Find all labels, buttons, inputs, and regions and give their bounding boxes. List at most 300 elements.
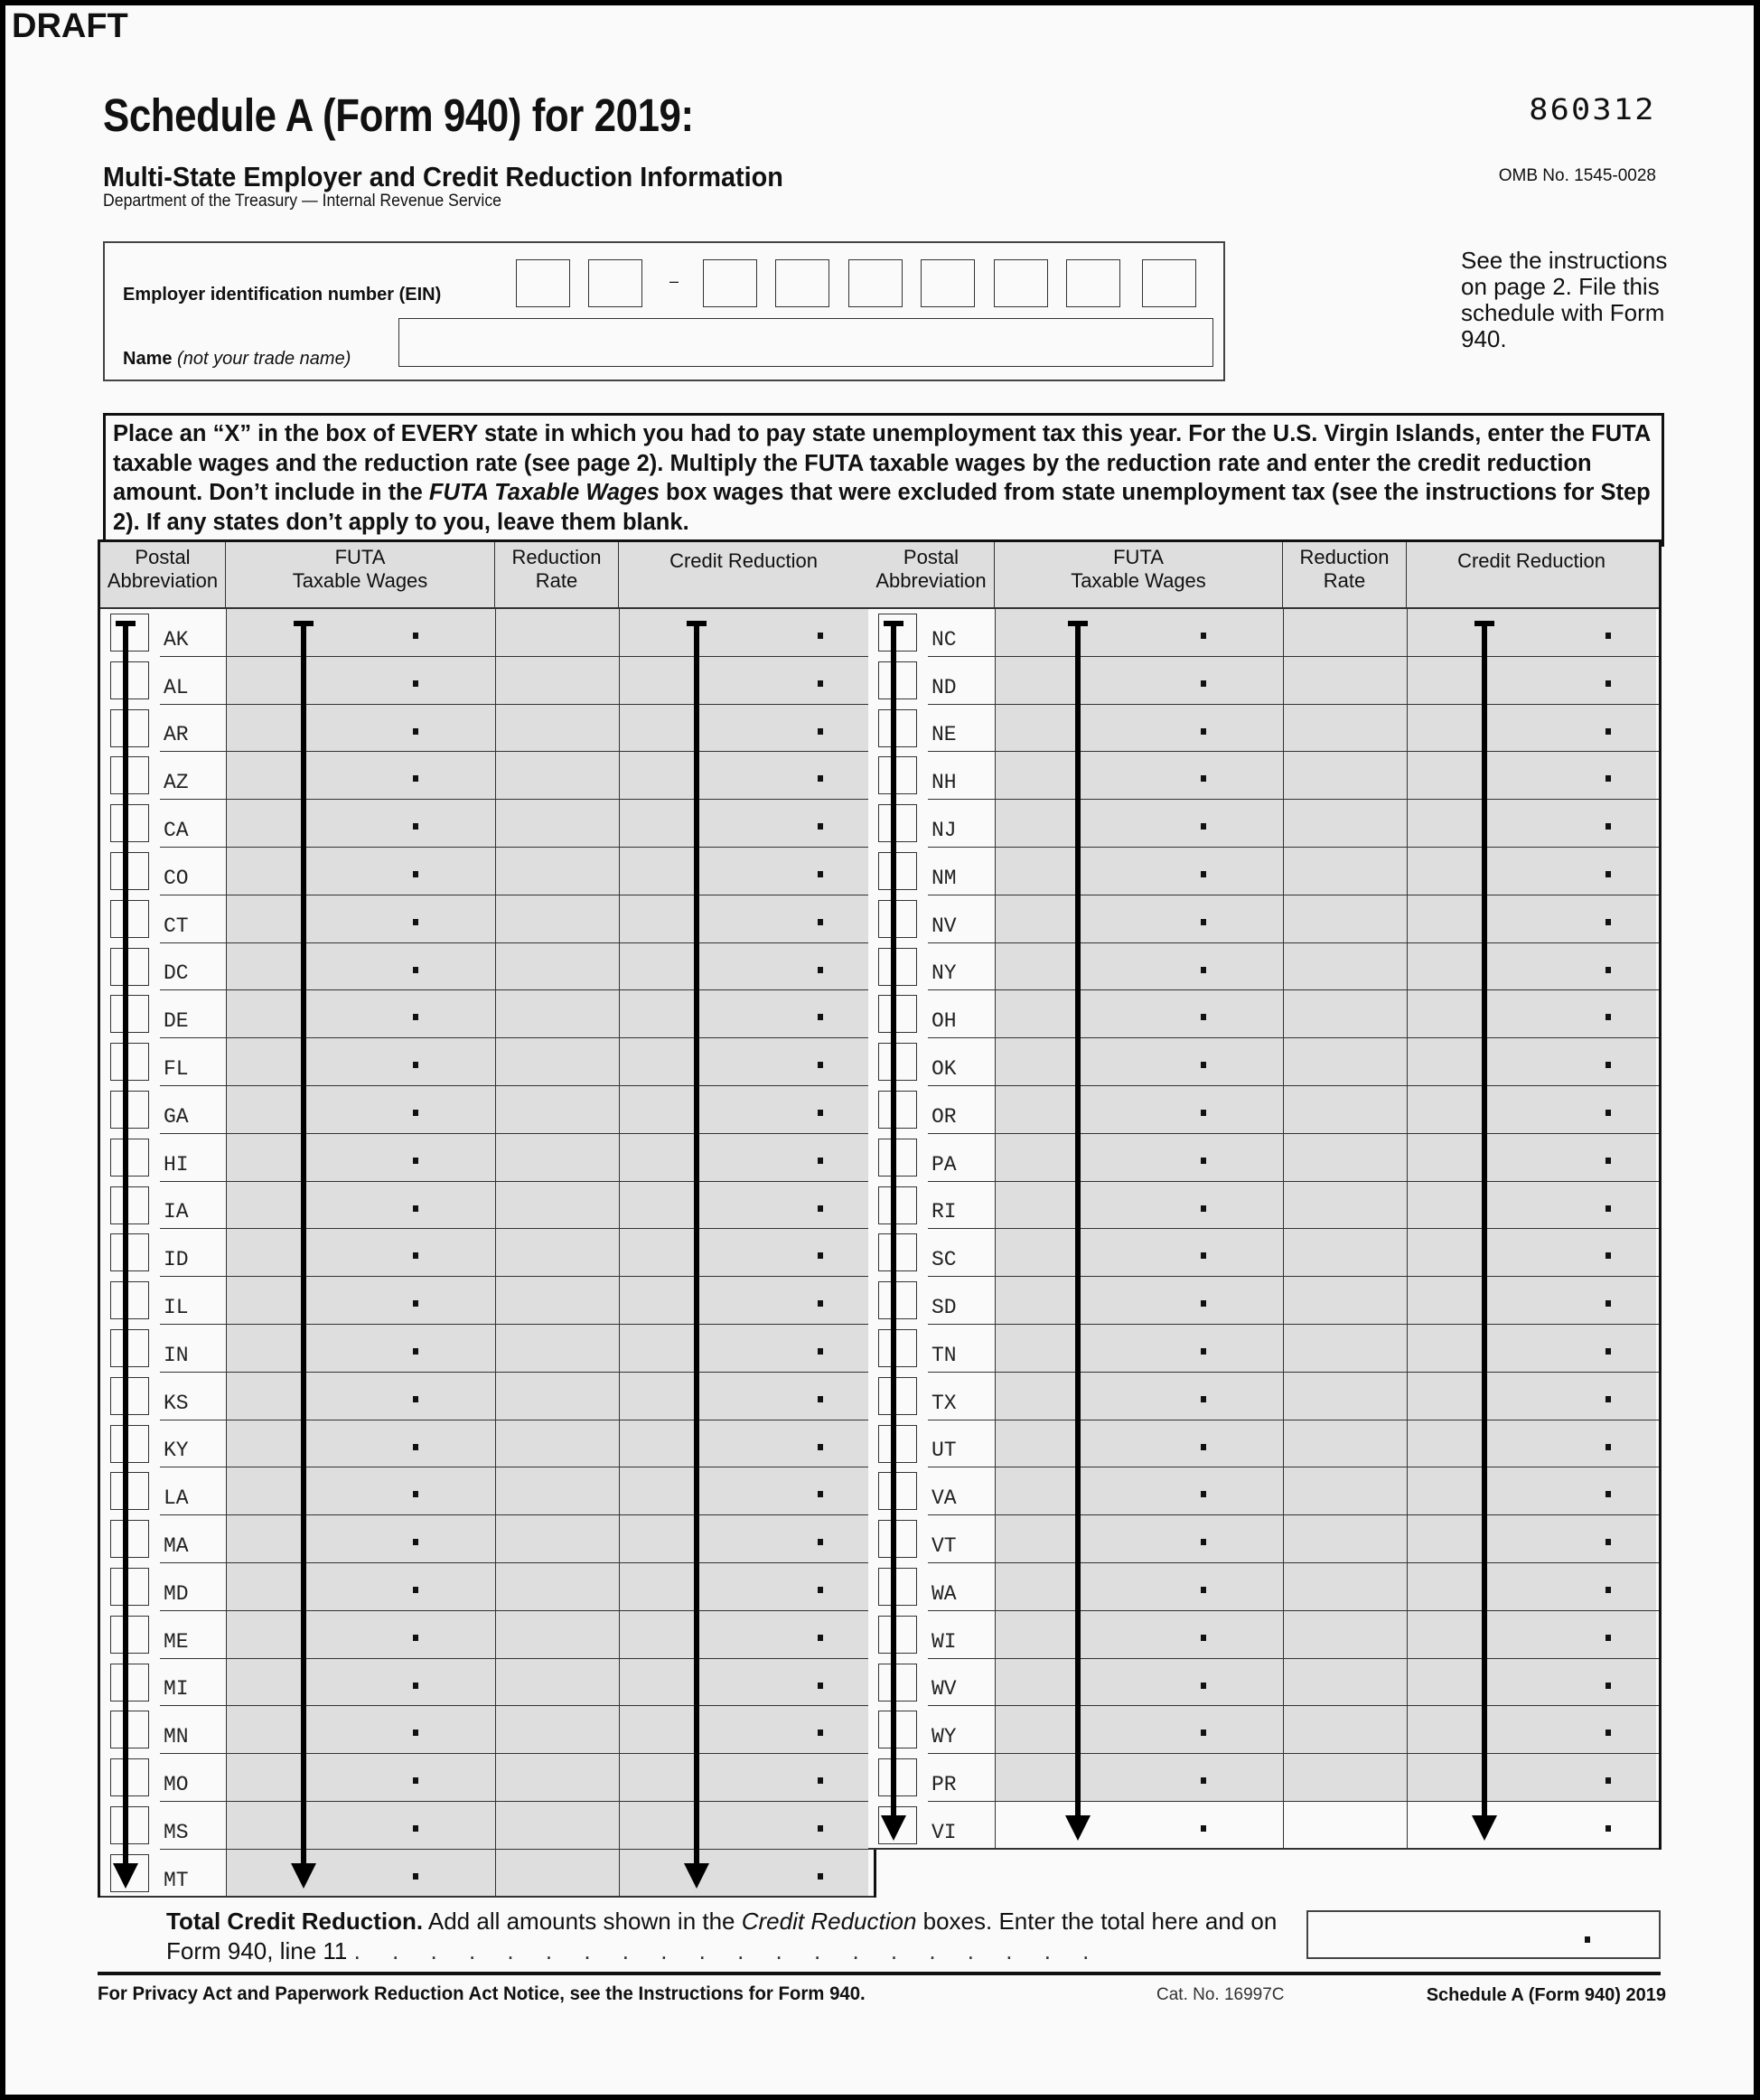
reduction-rate-input[interactable] — [495, 1611, 619, 1659]
state-checkbox[interactable] — [110, 995, 149, 1033]
state-checkbox[interactable] — [110, 1329, 149, 1367]
futa-wages-input[interactable] — [995, 1038, 1283, 1086]
state-checkbox[interactable] — [110, 1091, 149, 1129]
credit-reduction-input[interactable] — [1407, 1086, 1656, 1134]
credit-reduction-input[interactable] — [1407, 1515, 1656, 1563]
ein-digit-4[interactable] — [775, 259, 829, 307]
reduction-rate-input[interactable] — [495, 1134, 619, 1182]
table-row — [100, 848, 874, 895]
credit-reduction-input[interactable] — [619, 1420, 868, 1468]
state-checkbox[interactable] — [878, 852, 917, 890]
decimal-point — [1201, 633, 1206, 639]
credit-reduction-input[interactable] — [1407, 1563, 1656, 1611]
down-arrow-icon — [291, 1863, 316, 1889]
table-row — [100, 895, 874, 943]
decimal-point — [818, 1635, 823, 1641]
table-row — [100, 1229, 874, 1277]
credit-reduction-input[interactable] — [619, 1086, 868, 1134]
state-abbreviation: UT — [931, 1439, 957, 1463]
credit-reduction-input[interactable] — [619, 1229, 868, 1277]
state-checkbox[interactable] — [110, 948, 149, 986]
state-checkbox[interactable] — [110, 1616, 149, 1654]
privacy-notice: For Privacy Act and Paperwork Reduction Act Notice, see the Instructions for Form 940. — [98, 1983, 866, 2004]
table-row — [100, 1182, 874, 1230]
reduction-rate-input[interactable] — [495, 1754, 619, 1802]
state-checkbox[interactable] — [110, 900, 149, 938]
state-checkbox[interactable] — [878, 1139, 917, 1177]
reduction-rate-input[interactable] — [1283, 657, 1407, 705]
reduction-rate-input[interactable] — [495, 895, 619, 943]
futa-wages-input[interactable] — [995, 1515, 1283, 1563]
ein-digit-6[interactable] — [921, 259, 975, 307]
state-checkbox[interactable] — [110, 1043, 149, 1081]
reduction-rate-input[interactable] — [495, 1182, 619, 1230]
futa-wages-input[interactable] — [226, 1659, 495, 1707]
postal-cell — [100, 1325, 226, 1373]
futa-wages-input[interactable] — [226, 1182, 495, 1230]
state-checkbox[interactable] — [110, 1233, 149, 1271]
reduction-rate-input[interactable] — [1283, 1229, 1407, 1277]
reduction-rate-input[interactable] — [1283, 1420, 1407, 1468]
credit-reduction-input[interactable] — [619, 1754, 868, 1802]
futa-wages-input[interactable] — [995, 1134, 1283, 1182]
credit-reduction-input[interactable] — [1407, 848, 1656, 895]
futa-wages-input[interactable] — [226, 1850, 495, 1898]
tab-order-t-icon — [294, 621, 314, 626]
state-checkbox[interactable] — [878, 1425, 917, 1463]
reduction-rate-input[interactable] — [1283, 1659, 1407, 1707]
reduction-rate-input[interactable] — [495, 609, 619, 657]
credit-reduction-input[interactable] — [1407, 1373, 1656, 1420]
decimal-point — [818, 1110, 823, 1116]
reduction-rate-input[interactable] — [495, 1706, 619, 1754]
reduction-rate-input[interactable] — [495, 990, 619, 1038]
decimal-point — [1201, 1635, 1206, 1641]
decimal-point — [1606, 680, 1611, 687]
decimal-point — [1606, 1635, 1611, 1641]
credit-reduction-input[interactable] — [619, 1706, 868, 1754]
futa-wages-input[interactable] — [226, 1467, 495, 1515]
total-text-1: Add all amounts shown in the — [423, 1908, 742, 1935]
reduction-rate-input[interactable] — [495, 752, 619, 800]
futa-wages-input[interactable] — [995, 657, 1283, 705]
tab-order-line — [1075, 621, 1081, 1819]
states-table-left — [98, 539, 876, 1898]
credit-reduction-input[interactable] — [1407, 752, 1656, 800]
futa-wages-input[interactable] — [995, 705, 1283, 753]
state-checkbox[interactable] — [110, 1758, 149, 1796]
credit-reduction-input[interactable] — [1407, 1277, 1656, 1325]
table-row — [100, 1420, 874, 1468]
futa-wages-input[interactable] — [226, 1277, 495, 1325]
credit-reduction-input[interactable] — [1407, 1182, 1656, 1230]
postal-cell — [868, 895, 995, 943]
postal-cell — [100, 1038, 226, 1086]
table-row — [868, 1611, 1659, 1659]
states-table-right — [868, 539, 1662, 1850]
state-checkbox[interactable] — [878, 1711, 917, 1748]
futa-wages-input[interactable] — [226, 1229, 495, 1277]
postal-cell — [100, 1086, 226, 1134]
state-checkbox[interactable] — [878, 1472, 917, 1510]
state-checkbox[interactable] — [878, 948, 917, 986]
futa-wages-input[interactable] — [995, 609, 1283, 657]
futa-wages-input[interactable] — [226, 1420, 495, 1468]
reduction-rate-input[interactable] — [495, 943, 619, 991]
futa-wages-input[interactable] — [995, 1563, 1283, 1611]
reduction-rate-input[interactable] — [1283, 1373, 1407, 1420]
table-row — [868, 609, 1659, 657]
reduction-rate-input[interactable] — [495, 1038, 619, 1086]
futa-wages-input[interactable] — [995, 800, 1283, 848]
credit-reduction-input[interactable] — [619, 1373, 868, 1420]
state-checkbox[interactable] — [110, 1520, 149, 1558]
state-checkbox[interactable] — [110, 1472, 149, 1510]
reduction-rate-input[interactable] — [495, 1467, 619, 1515]
reduction-rate-input[interactable] — [1283, 752, 1407, 800]
futa-wages-input[interactable] — [226, 1373, 495, 1420]
reduction-rate-input[interactable] — [1283, 895, 1407, 943]
reduction-rate-input[interactable] — [495, 1086, 619, 1134]
state-checkbox[interactable] — [110, 614, 149, 652]
reduction-rate-input[interactable] — [1283, 800, 1407, 848]
credit-reduction-input[interactable] — [619, 657, 868, 705]
futa-wages-input[interactable] — [226, 1802, 495, 1850]
reduction-rate-input[interactable] — [1283, 609, 1407, 657]
reduction-rate-input[interactable] — [1283, 1277, 1407, 1325]
table-row — [100, 1706, 874, 1754]
state-abbreviation: MS — [164, 1820, 189, 1844]
ein-digit-5[interactable] — [848, 259, 903, 307]
decimal-point — [1606, 1730, 1611, 1736]
department-line: Department of the Treasury — Internal Revenue Service — [103, 192, 501, 211]
credit-reduction-input[interactable] — [619, 1563, 868, 1611]
futa-wages-input[interactable] — [226, 609, 495, 657]
state-checkbox[interactable] — [878, 661, 917, 699]
decimal-point — [818, 1587, 823, 1593]
decimal-point — [818, 680, 823, 687]
credit-reduction-input[interactable] — [619, 848, 868, 895]
decimal-point — [413, 1683, 418, 1689]
table-row — [100, 1373, 874, 1420]
credit-reduction-input[interactable] — [619, 1659, 868, 1707]
reduction-rate-input[interactable] — [495, 1515, 619, 1563]
credit-reduction-input[interactable] — [1407, 1754, 1656, 1802]
credit-reduction-input[interactable] — [1407, 895, 1656, 943]
futa-wages-input[interactable] — [995, 1611, 1283, 1659]
table-row — [868, 848, 1659, 895]
reduction-rate-input[interactable] — [1283, 1706, 1407, 1754]
state-checkbox[interactable] — [110, 1806, 149, 1844]
credit-reduction-input[interactable] — [619, 1134, 868, 1182]
credit-reduction-input[interactable] — [619, 1850, 868, 1898]
futa-wages-input[interactable] — [226, 848, 495, 895]
credit-reduction-input[interactable] — [619, 990, 868, 1038]
futa-wages-input[interactable] — [226, 1706, 495, 1754]
decimal-point — [1201, 1539, 1206, 1545]
futa-wages-input[interactable] — [226, 752, 495, 800]
header-futa-line2: Taxable Wages — [292, 569, 428, 592]
reduction-rate-input[interactable] — [1283, 705, 1407, 753]
credit-reduction-input[interactable] — [1407, 1038, 1656, 1086]
reduction-rate-input[interactable] — [1283, 1515, 1407, 1563]
futa-wages-input[interactable] — [226, 800, 495, 848]
table-header-left — [100, 539, 874, 609]
futa-wages-input[interactable] — [226, 990, 495, 1038]
table-row — [868, 1420, 1659, 1468]
state-checkbox[interactable] — [878, 1377, 917, 1415]
state-abbreviation: SC — [931, 1248, 957, 1272]
reduction-rate-input[interactable] — [1283, 1038, 1407, 1086]
state-checkbox[interactable] — [878, 1329, 917, 1367]
reduction-rate-input[interactable] — [1283, 1467, 1407, 1515]
state-checkbox[interactable] — [110, 756, 149, 794]
credit-reduction-input[interactable] — [619, 1611, 868, 1659]
futa-wages-input[interactable] — [995, 1754, 1283, 1802]
reduction-rate-input[interactable] — [495, 1229, 619, 1277]
futa-wages-input[interactable] — [995, 1467, 1283, 1515]
credit-reduction-input[interactable] — [619, 1802, 868, 1850]
header-postal-line2: Abbreviation — [875, 569, 987, 592]
total-italic: Credit Reduction — [741, 1908, 917, 1935]
decimal-point — [413, 1491, 418, 1497]
state-checkbox[interactable] — [878, 804, 917, 842]
credit-reduction-input[interactable] — [619, 1038, 868, 1086]
state-abbreviation: NV — [931, 914, 957, 938]
credit-reduction-input[interactable] — [1407, 1134, 1656, 1182]
credit-reduction-input[interactable] — [619, 1182, 868, 1230]
state-checkbox[interactable] — [110, 1711, 149, 1748]
state-checkbox[interactable] — [110, 661, 149, 699]
credit-reduction-input[interactable] — [1407, 1802, 1656, 1850]
state-checkbox[interactable] — [878, 1186, 917, 1224]
credit-reduction-input[interactable] — [619, 943, 868, 991]
state-checkbox[interactable] — [878, 1281, 917, 1319]
credit-reduction-input[interactable] — [619, 752, 868, 800]
credit-reduction-input[interactable] — [619, 1277, 868, 1325]
state-checkbox[interactable] — [878, 1520, 917, 1558]
state-checkbox[interactable] — [878, 1568, 917, 1606]
futa-wages-input[interactable] — [226, 1086, 495, 1134]
futa-wages-input[interactable] — [995, 1802, 1283, 1850]
state-checkbox[interactable] — [110, 804, 149, 842]
credit-reduction-input[interactable] — [1407, 800, 1656, 848]
futa-wages-input[interactable] — [995, 1420, 1283, 1468]
table-row — [100, 1850, 874, 1898]
decimal-point — [1201, 823, 1206, 830]
reduction-rate-input[interactable] — [495, 657, 619, 705]
postal-cell — [868, 1038, 995, 1086]
tab-order-line — [1482, 621, 1487, 1819]
reduction-rate-input[interactable] — [1283, 1611, 1407, 1659]
state-checkbox[interactable] — [878, 1664, 917, 1702]
state-checkbox[interactable] — [110, 1664, 149, 1702]
state-checkbox[interactable] — [878, 1091, 917, 1129]
credit-reduction-input[interactable] — [619, 1515, 868, 1563]
table-row — [100, 609, 874, 657]
credit-reduction-input[interactable] — [1407, 705, 1656, 753]
state-checkbox[interactable] — [110, 852, 149, 890]
reduction-rate-input[interactable] — [1283, 943, 1407, 991]
futa-wages-input[interactable] — [226, 943, 495, 991]
futa-wages-input[interactable] — [995, 1086, 1283, 1134]
credit-reduction-input[interactable] — [1407, 1325, 1656, 1373]
credit-reduction-input[interactable] — [1407, 1611, 1656, 1659]
futa-wages-input[interactable] — [995, 1229, 1283, 1277]
futa-wages-input[interactable] — [226, 657, 495, 705]
futa-wages-input[interactable] — [226, 705, 495, 753]
reduction-rate-input[interactable] — [1283, 1182, 1407, 1230]
reduction-rate-input[interactable] — [1283, 1563, 1407, 1611]
state-checkbox[interactable] — [110, 1425, 149, 1463]
state-checkbox[interactable] — [878, 1616, 917, 1654]
credit-reduction-input[interactable] — [1407, 1420, 1656, 1468]
ein-digit-3[interactable] — [703, 259, 757, 307]
ein-digit-2[interactable] — [588, 259, 642, 307]
ein-digit-1[interactable] — [516, 259, 570, 307]
futa-wages-input[interactable] — [995, 1182, 1283, 1230]
credit-reduction-input[interactable] — [1407, 1467, 1656, 1515]
futa-wages-input[interactable] — [226, 1754, 495, 1802]
credit-reduction-input[interactable] — [619, 705, 868, 753]
futa-wages-input[interactable] — [995, 848, 1283, 895]
state-checkbox[interactable] — [110, 1186, 149, 1224]
reduction-rate-input[interactable] — [1283, 1754, 1407, 1802]
reduction-rate-input[interactable] — [495, 1420, 619, 1468]
credit-reduction-input[interactable] — [1407, 1229, 1656, 1277]
postal-cell — [100, 1277, 226, 1325]
reduction-rate-input[interactable] — [495, 1277, 619, 1325]
state-checkbox[interactable] — [110, 1568, 149, 1606]
decimal-point — [1201, 871, 1206, 877]
futa-wages-input[interactable] — [995, 1325, 1283, 1373]
state-checkbox[interactable] — [878, 900, 917, 938]
postal-cell — [868, 1134, 995, 1182]
reduction-rate-input[interactable] — [495, 848, 619, 895]
credit-reduction-input[interactable] — [619, 895, 868, 943]
state-checkbox[interactable] — [878, 995, 917, 1033]
state-abbreviation: NJ — [931, 818, 957, 842]
state-checkbox[interactable] — [878, 1043, 917, 1081]
futa-wages-input[interactable] — [995, 943, 1283, 991]
futa-wages-input[interactable] — [226, 1325, 495, 1373]
futa-wages-input[interactable] — [995, 752, 1283, 800]
state-checkbox[interactable] — [110, 709, 149, 747]
state-checkbox[interactable] — [878, 614, 917, 652]
state-checkbox[interactable] — [110, 1377, 149, 1415]
state-abbreviation: FL — [164, 1056, 189, 1081]
reduction-rate-input[interactable] — [1283, 1802, 1407, 1850]
decimal-point — [1201, 1300, 1206, 1307]
state-abbreviation: VA — [931, 1486, 957, 1511]
state-checkbox[interactable] — [878, 1758, 917, 1796]
futa-wages-input[interactable] — [995, 1277, 1283, 1325]
header-postal-line1: Postal — [135, 546, 191, 568]
futa-wages-input[interactable] — [995, 990, 1283, 1038]
reduction-rate-input[interactable] — [495, 1563, 619, 1611]
table-row — [868, 1373, 1659, 1420]
futa-wages-input[interactable] — [226, 1038, 495, 1086]
state-abbreviation: PR — [931, 1772, 957, 1796]
ein-digit-9[interactable] — [1142, 259, 1196, 307]
credit-reduction-input[interactable] — [1407, 1659, 1656, 1707]
decimal-point — [413, 680, 418, 687]
state-abbreviation: AR — [164, 723, 189, 747]
reduction-rate-input[interactable] — [495, 1850, 619, 1898]
futa-wages-input[interactable] — [226, 895, 495, 943]
credit-reduction-input[interactable] — [619, 1325, 868, 1373]
credit-reduction-input[interactable] — [1407, 943, 1656, 991]
table-row — [100, 1277, 874, 1325]
state-checkbox[interactable] — [878, 709, 917, 747]
decimal-point — [1606, 1396, 1611, 1402]
state-abbreviation: OK — [931, 1056, 957, 1081]
instructions-box — [103, 413, 1664, 547]
ein-digit-7[interactable] — [994, 259, 1048, 307]
state-checkbox[interactable] — [878, 756, 917, 794]
state-checkbox[interactable] — [110, 1139, 149, 1177]
state-abbreviation: MD — [164, 1581, 189, 1606]
decimal-point — [413, 1062, 418, 1068]
futa-wages-input[interactable] — [995, 895, 1283, 943]
credit-reduction-input[interactable] — [1407, 657, 1656, 705]
ein-digit-8[interactable] — [1066, 259, 1120, 307]
header-futa-line2: Taxable Wages — [1071, 569, 1206, 592]
credit-reduction-input[interactable] — [1407, 609, 1656, 657]
reduction-rate-input[interactable] — [1283, 1134, 1407, 1182]
decimal-point — [1606, 1062, 1611, 1068]
table-row — [100, 1467, 874, 1515]
futa-wages-input[interactable] — [995, 1373, 1283, 1420]
reduction-rate-input[interactable] — [495, 800, 619, 848]
total-credit-reduction-input[interactable] — [1306, 1910, 1661, 1959]
decimal-point — [818, 871, 823, 877]
decimal-point — [413, 1825, 418, 1832]
reduction-rate-input[interactable] — [495, 705, 619, 753]
credit-reduction-input[interactable] — [1407, 990, 1656, 1038]
reduction-rate-input[interactable] — [495, 1802, 619, 1850]
name-input[interactable] — [398, 318, 1213, 367]
credit-reduction-input[interactable] — [619, 800, 868, 848]
futa-wages-input[interactable] — [995, 1706, 1283, 1754]
reduction-rate-input[interactable] — [1283, 848, 1407, 895]
credit-reduction-input[interactable] — [619, 609, 868, 657]
reduction-rate-input[interactable] — [1283, 1325, 1407, 1373]
reduction-rate-input[interactable] — [1283, 990, 1407, 1038]
postal-cell — [100, 609, 226, 657]
decimal-point — [1201, 1205, 1206, 1212]
state-abbreviation: IN — [164, 1343, 189, 1367]
reduction-rate-input[interactable] — [1283, 1086, 1407, 1134]
decimal-point — [413, 1252, 418, 1259]
credit-reduction-input[interactable] — [1407, 1706, 1656, 1754]
reduction-rate-input[interactable] — [495, 1659, 619, 1707]
reduction-rate-input[interactable] — [495, 1325, 619, 1373]
futa-wages-input[interactable] — [226, 1563, 495, 1611]
futa-wages-input[interactable] — [226, 1611, 495, 1659]
futa-wages-input[interactable] — [995, 1659, 1283, 1707]
dot-leaders: . . . . . . . . . . . . . . . . . . . . — [353, 1937, 1102, 1964]
futa-wages-input[interactable] — [226, 1515, 495, 1563]
table-row — [100, 800, 874, 848]
reduction-rate-input[interactable] — [495, 1373, 619, 1420]
state-checkbox[interactable] — [878, 1233, 917, 1271]
futa-wages-input[interactable] — [226, 1134, 495, 1182]
credit-reduction-input[interactable] — [619, 1467, 868, 1515]
state-checkbox[interactable] — [110, 1281, 149, 1319]
table-row — [100, 752, 874, 800]
table-row — [868, 990, 1659, 1038]
